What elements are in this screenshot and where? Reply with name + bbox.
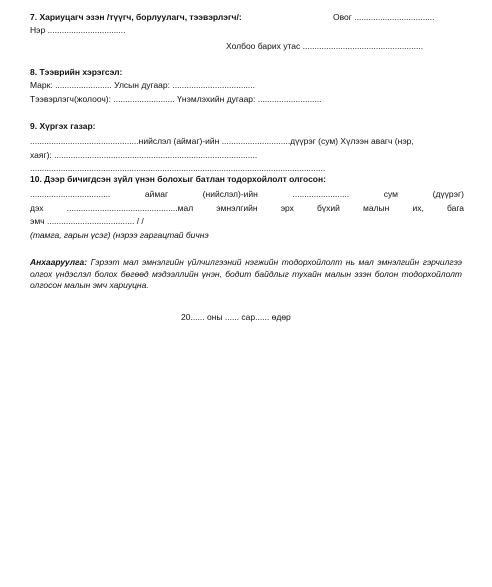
destination-line-2: хаяг): ...................................................................................... <box>30 150 258 160</box>
certifier-row-2 <box>30 203 464 214</box>
section-8-heading: 8. Тээврийн хэрэгсэл: <box>30 67 123 77</box>
section-9-heading: 9. Хүргэх газар: <box>30 121 96 131</box>
warning-label: Анхааруулга: <box>30 257 88 267</box>
certifier-row-1-part: ........................ <box>292 189 350 199</box>
certifier-row-1-part: (нийслэл)-ийн <box>202 189 258 199</box>
certifier-row-2-part: эмнэлгийн <box>216 203 258 213</box>
certifier-row-2-part: малын <box>363 203 390 213</box>
warning-paragraph <box>30 257 462 292</box>
certifier-row-2-part: бага <box>446 203 464 213</box>
certifier-row-2-part: их, <box>412 203 424 213</box>
section-7-heading: 7. Хариуцагч эзэн /түүгч, борлуулагч, тээвэрлэгч/: <box>30 12 242 22</box>
date-line: 20...... оны ...... сар...... өдөр <box>181 312 291 322</box>
certifier-row-2-part: эрх <box>280 203 294 213</box>
certifier-row-1-part: (дүүрэг) <box>432 189 464 199</box>
owner-name-field: Нэр ................................. <box>30 25 126 35</box>
vet-signature-field: эмч ..................................... / / <box>30 216 144 226</box>
destination-line-3: ............................................................................................................................. <box>30 163 326 173</box>
vehicle-mark-field: Марк: ........................ Улсын дугаар: ................................... <box>30 80 256 90</box>
certifier-row-2-part: дэх <box>30 203 44 213</box>
destination-line-1: ..............................................нийслэл (аймаг)-ийн .............................дүүрэг (сум) Хүлээн авагч (нэр, <box>30 136 414 146</box>
stamp-signature-note: (тамга, гарын үсэг) (нэрээ гаргацтай бичнэ <box>30 230 209 240</box>
certifier-row-1-part: сум <box>383 189 399 199</box>
vehicle-driver-field: Тээвэрлэгч(жолооч): .......................... Үнэмлэхийн дугаар: ........................... <box>30 94 322 104</box>
warning-text: Гэрээт мал эмнэлгийн үйлчилгээний нэгжийн тодорхойлолт нь мал эмнэлгийн гэрчилгээ олгох үндэслэл болох бөгөөд мэдээллийн үнэн, бодит байдлыг тухайн малын эзэн болон тодорхойлолт олгосон малын эмч хариуцна. <box>30 257 462 290</box>
owner-phone-field: Холбоо барих утас ................................................... <box>226 41 424 51</box>
certifier-row-2-part: ...............................................мал <box>66 203 194 213</box>
section-10-heading: 10. Дээр бичигдсэн зүйл үнэн болохыг батлан тодорхойлолт олгосон: <box>30 174 326 184</box>
certifier-row-1-part: аймаг <box>144 189 169 199</box>
certifier-row-1-part: .................................. <box>30 189 111 199</box>
certifier-row-2-part: бүхий <box>317 203 340 213</box>
certifier-row-1 <box>30 189 464 200</box>
owner-surname-field: Овог .................................. <box>333 12 435 22</box>
